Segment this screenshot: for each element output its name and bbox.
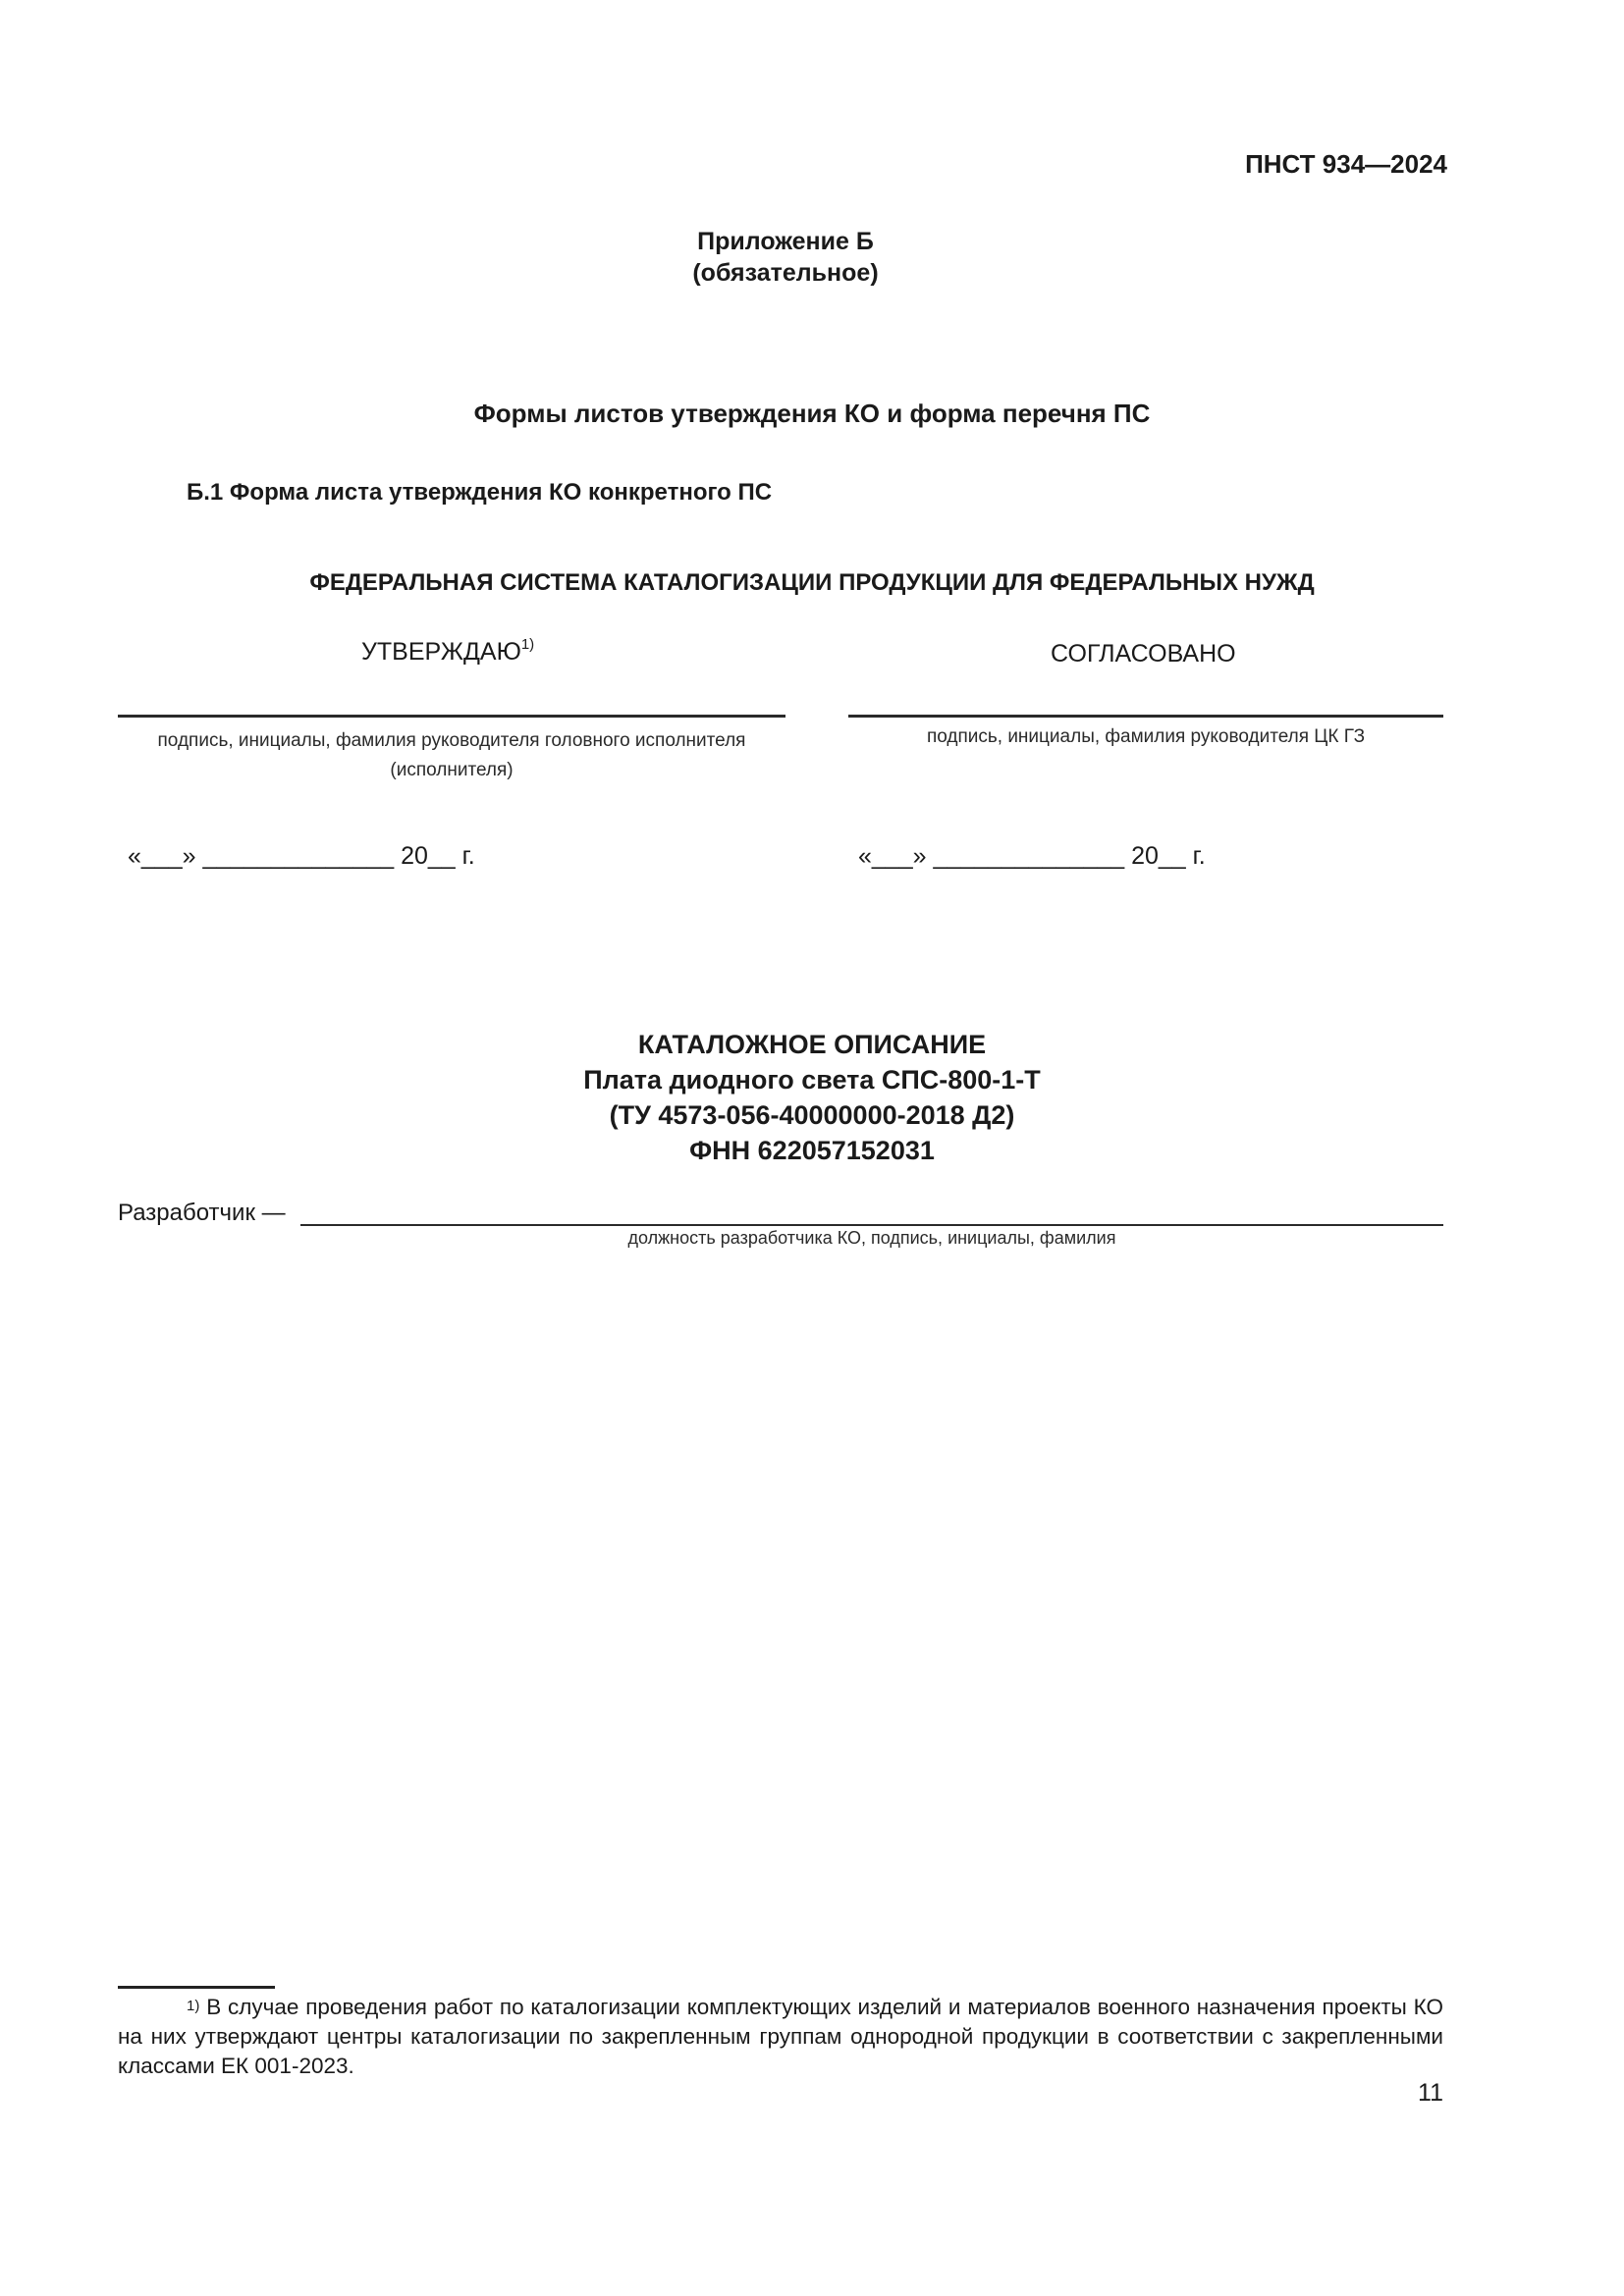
agreed-label: СОГЛАСОВАНО bbox=[1051, 640, 1236, 667]
footnote-rule bbox=[118, 1986, 275, 1989]
catalog-title: КАТАЛОЖНОЕ ОПИСАНИЕ bbox=[637, 1030, 987, 1059]
section-title: Формы листов утверждения КО и форма перечня ПС bbox=[473, 399, 1151, 428]
catalog-description-block bbox=[0, 1027, 1624, 1168]
footnote-mark: 1) bbox=[187, 1998, 200, 2014]
page-number: 11 bbox=[1418, 2079, 1443, 2107]
catalog-fnn: ФНН 622057152031 bbox=[689, 1136, 935, 1165]
developer-caption: должность разработчика КО, подпись, инициалы, фамилия bbox=[627, 1228, 1116, 1248]
developer-label: Разработчик — bbox=[118, 1200, 286, 1226]
annex-kind: (обязательное) bbox=[692, 259, 879, 287]
approve-label-text: УТВЕРЖДАЮ bbox=[361, 638, 521, 666]
catalog-product: Плата диодного света СПС-800-1-Т bbox=[583, 1065, 1041, 1095]
approve-caption-line1: подпись, инициалы, фамилия руководителя головного исполнителя bbox=[157, 730, 746, 751]
subsection-heading: Б.1 Форма листа утверждения КО конкретного ПС bbox=[187, 479, 773, 506]
approve-caption-line2: (исполнителя) bbox=[390, 760, 514, 780]
agreed-signature-line bbox=[848, 715, 1443, 718]
footnote-text: В случае проведения работ по каталогизации комплектующих изделий и материалов военного назначения проекты КО на них утверждают центры каталогизации по закрепленным группам однородной продукции в соответствии с закрепленными классами ЕК 001-2023. bbox=[118, 1995, 1443, 2078]
approve-signature-caption bbox=[118, 726, 785, 785]
footnote bbox=[118, 1993, 1443, 2081]
annex-title: Приложение Б bbox=[697, 228, 874, 255]
approve-signature-line bbox=[118, 715, 785, 718]
agreed-date: «___» ______________ 20__ г. bbox=[858, 842, 1206, 870]
approve-label bbox=[361, 638, 534, 667]
catalog-spec: (ТУ 4573-056-40000000-2018 Д2) bbox=[609, 1100, 1015, 1130]
developer-signature-line bbox=[300, 1224, 1443, 1226]
document-code: ПНСТ 934—2024 bbox=[1245, 149, 1447, 179]
system-title: ФЕДЕРАЛЬНАЯ СИСТЕМА КАТАЛОГИЗАЦИИ ПРОДУКЦИИ ДЛЯ ФЕДЕРАЛЬНЫХ НУЖД bbox=[309, 569, 1315, 596]
approve-footnote-mark: 1) bbox=[520, 636, 535, 653]
approve-date: «___» ______________ 20__ г. bbox=[128, 842, 475, 870]
agreed-signature-caption: подпись, инициалы, фамилия руководителя ЦК ГЗ bbox=[926, 726, 1366, 747]
